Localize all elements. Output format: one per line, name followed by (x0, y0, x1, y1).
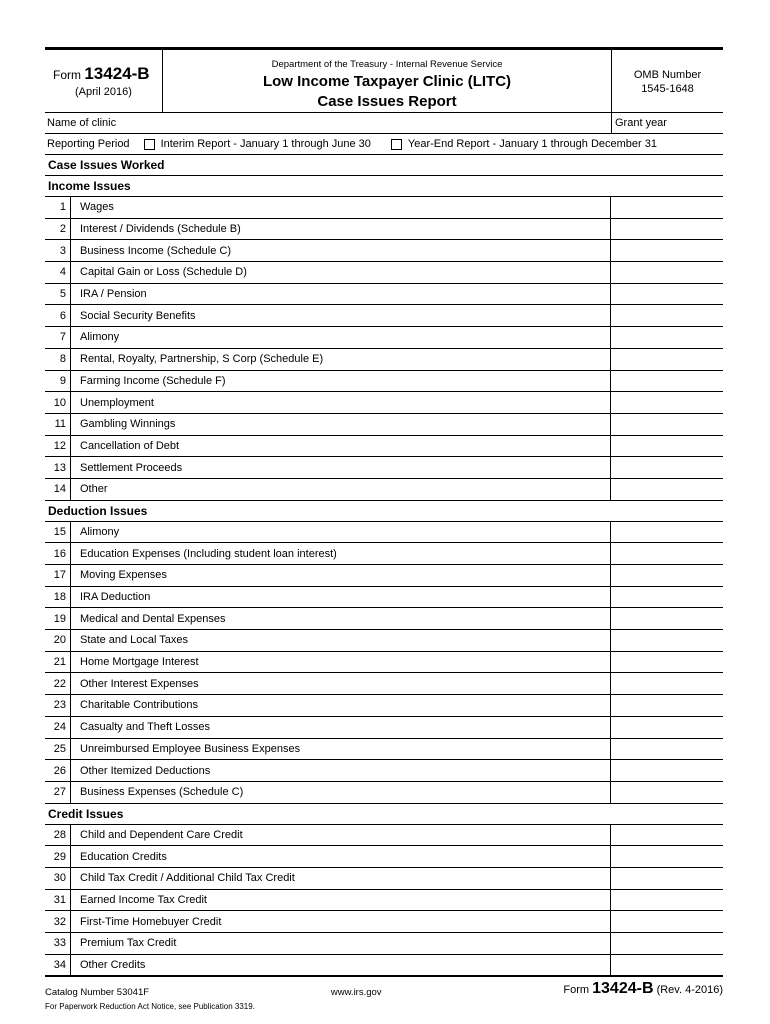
line-label: Earned Income Tax Credit (71, 890, 611, 911)
grant-year-field[interactable]: Grant year (611, 113, 723, 133)
line-label: Business Income (Schedule C) (71, 240, 611, 261)
year-end-report-checkbox[interactable] (391, 139, 402, 150)
line-label: Farming Income (Schedule F) (71, 371, 611, 392)
table-row (45, 522, 723, 544)
table-row (45, 262, 723, 284)
line-number: 7 (45, 327, 71, 348)
table-row (45, 825, 723, 847)
table-row (45, 955, 723, 977)
line-label: Casualty and Theft Losses (71, 717, 611, 738)
form-number: 13424-B (84, 64, 150, 83)
count-input-cell[interactable] (611, 652, 723, 673)
table-row (45, 284, 723, 306)
interim-report-checkbox[interactable] (144, 139, 155, 150)
table-row (45, 760, 723, 782)
count-input-cell[interactable] (611, 371, 723, 392)
line-number: 29 (45, 846, 71, 867)
table-row (45, 457, 723, 479)
line-number: 24 (45, 717, 71, 738)
line-label: Alimony (71, 522, 611, 543)
line-number: 20 (45, 630, 71, 651)
count-input-cell[interactable] (611, 630, 723, 651)
website-link[interactable]: www.irs.gov (330, 987, 382, 998)
line-label: State and Local Taxes (71, 630, 611, 651)
line-label: Home Mortgage Interest (71, 652, 611, 673)
table-row (45, 327, 723, 349)
table-row (45, 587, 723, 609)
count-input-cell[interactable] (611, 305, 723, 326)
count-input-cell[interactable] (611, 479, 723, 500)
line-number: 17 (45, 565, 71, 586)
count-input-cell[interactable] (611, 782, 723, 803)
count-input-cell[interactable] (611, 760, 723, 781)
interim-report-label: Interim Report - January 1 through June 30 (160, 138, 371, 150)
footer-form-word: Form (563, 984, 590, 996)
table-row (45, 197, 723, 219)
table-row (45, 349, 723, 371)
table-row (45, 305, 723, 327)
deduction-issues-heading: Deduction Issues (45, 501, 723, 522)
line-number: 27 (45, 782, 71, 803)
omb-label: OMB Number (633, 69, 702, 81)
count-input-cell[interactable] (611, 565, 723, 586)
count-input-cell[interactable] (611, 911, 723, 932)
form-subtitle: Case Issues Report (317, 93, 457, 110)
table-row (45, 630, 723, 652)
count-input-cell[interactable] (611, 955, 723, 976)
line-label: Other Interest Expenses (71, 673, 611, 694)
line-number: 6 (45, 305, 71, 326)
line-number: 26 (45, 760, 71, 781)
line-number: 18 (45, 587, 71, 608)
line-label: Medical and Dental Expenses (71, 608, 611, 629)
table-row (45, 479, 723, 501)
line-number: 13 (45, 457, 71, 478)
line-label: Wages (71, 197, 611, 218)
table-row (45, 608, 723, 630)
line-number: 19 (45, 608, 71, 629)
form-title: Low Income Taxpayer Clinic (LITC) (262, 73, 512, 90)
count-input-cell[interactable] (611, 717, 723, 738)
line-label: Other Itemized Deductions (71, 760, 611, 781)
line-number: 23 (45, 695, 71, 716)
count-input-cell[interactable] (611, 327, 723, 348)
table-row (45, 846, 723, 868)
line-label: Interest / Dividends (Schedule B) (71, 219, 611, 240)
line-label: Other Credits (71, 955, 611, 976)
reporting-period-row (45, 134, 723, 155)
count-input-cell[interactable] (611, 846, 723, 867)
line-number: 32 (45, 911, 71, 932)
table-row (45, 652, 723, 674)
footer-revision: (Rev. 4-2016) (656, 984, 723, 996)
line-number: 1 (45, 197, 71, 218)
table-row (45, 436, 723, 458)
line-label: Education Expenses (Including student loan interest) (71, 543, 611, 564)
catalog-number: Catalog Number 53041F (45, 987, 150, 998)
line-label: Rental, Royalty, Partnership, S Corp (Schedule E) (71, 349, 611, 370)
omb-box (611, 50, 723, 112)
line-label: IRA / Pension (71, 284, 611, 305)
form-footer (45, 975, 723, 1011)
line-label: Gambling Winnings (71, 414, 611, 435)
reporting-period-label: Reporting Period (47, 138, 130, 150)
count-input-cell[interactable] (611, 414, 723, 435)
department: Department of the Treasury - Internal Revenue Service (271, 59, 503, 70)
form-page (45, 47, 723, 976)
line-number: 21 (45, 652, 71, 673)
count-input-cell[interactable] (611, 673, 723, 694)
line-number: 34 (45, 955, 71, 976)
line-number: 22 (45, 673, 71, 694)
line-label: Alimony (71, 327, 611, 348)
line-number: 15 (45, 522, 71, 543)
table-row (45, 695, 723, 717)
line-number: 33 (45, 933, 71, 954)
line-number: 2 (45, 219, 71, 240)
deduction-issues-list (45, 522, 723, 804)
line-number: 30 (45, 868, 71, 889)
line-number: 3 (45, 240, 71, 261)
count-input-cell[interactable] (611, 695, 723, 716)
table-row (45, 782, 723, 804)
line-number: 25 (45, 739, 71, 760)
name-of-clinic-field[interactable]: Name of clinic (47, 117, 117, 129)
count-input-cell[interactable] (611, 825, 723, 846)
line-label: Child and Dependent Care Credit (71, 825, 611, 846)
table-row (45, 673, 723, 695)
line-label: First-Time Homebuyer Credit (71, 911, 611, 932)
line-label: Cancellation of Debt (71, 436, 611, 457)
line-label: Moving Expenses (71, 565, 611, 586)
count-input-cell[interactable] (611, 457, 723, 478)
line-number: 11 (45, 414, 71, 435)
count-input-cell[interactable] (611, 933, 723, 954)
omb-number: 1545-1648 (641, 83, 694, 95)
line-number: 8 (45, 349, 71, 370)
title-box (163, 50, 611, 112)
line-label: Unemployment (71, 392, 611, 413)
table-row (45, 933, 723, 955)
table-row (45, 890, 723, 912)
count-input-cell[interactable] (611, 868, 723, 889)
line-label: Business Expenses (Schedule C) (71, 782, 611, 803)
table-row (45, 371, 723, 393)
line-label: Child Tax Credit / Additional Child Tax Credit (71, 868, 611, 889)
count-input-cell[interactable] (611, 284, 723, 305)
count-input-cell[interactable] (611, 608, 723, 629)
table-row (45, 911, 723, 933)
line-label: Social Security Benefits (71, 305, 611, 326)
line-label: Other (71, 479, 611, 500)
clinic-row (45, 113, 723, 134)
count-input-cell[interactable] (611, 262, 723, 283)
count-input-cell[interactable] (611, 349, 723, 370)
table-row (45, 543, 723, 565)
count-input-cell[interactable] (611, 219, 723, 240)
line-number: 5 (45, 284, 71, 305)
table-row (45, 414, 723, 436)
table-row (45, 240, 723, 262)
line-number: 10 (45, 392, 71, 413)
table-row (45, 565, 723, 587)
count-input-cell[interactable] (611, 890, 723, 911)
line-label: IRA Deduction (71, 587, 611, 608)
count-input-cell[interactable] (611, 522, 723, 543)
case-issues-worked-heading: Case Issues Worked (45, 155, 723, 176)
line-number: 4 (45, 262, 71, 283)
count-input-cell[interactable] (611, 392, 723, 413)
year-end-report-label: Year-End Report - January 1 through December 31 (407, 138, 657, 150)
credit-issues-heading: Credit Issues (45, 804, 723, 825)
table-row (45, 739, 723, 761)
table-row (45, 717, 723, 739)
line-label: Unreimbursed Employee Business Expenses (71, 739, 611, 760)
table-row (45, 219, 723, 241)
income-issues-list (45, 197, 723, 501)
line-number: 9 (45, 371, 71, 392)
count-input-cell[interactable] (611, 436, 723, 457)
count-input-cell[interactable] (611, 739, 723, 760)
footer-form-number: 13424-B (592, 980, 654, 997)
line-label: Charitable Contributions (71, 695, 611, 716)
form-header (45, 47, 723, 113)
count-input-cell[interactable] (611, 240, 723, 261)
form-id-box (45, 50, 163, 112)
table-row (45, 868, 723, 890)
line-number: 31 (45, 890, 71, 911)
paperwork-notice: For Paperwork Reduction Act Notice, see Publication 3319. (45, 1002, 255, 1011)
form-date: (April 2016) (75, 86, 132, 98)
line-label: Premium Tax Credit (71, 933, 611, 954)
credit-issues-list (45, 825, 723, 977)
form-word: Form (53, 68, 81, 82)
line-label: Education Credits (71, 846, 611, 867)
line-number: 14 (45, 479, 71, 500)
line-number: 12 (45, 436, 71, 457)
table-row (45, 392, 723, 414)
income-issues-heading: Income Issues (45, 176, 723, 197)
line-number: 28 (45, 825, 71, 846)
count-input-cell[interactable] (611, 197, 723, 218)
line-number: 16 (45, 543, 71, 564)
count-input-cell[interactable] (611, 543, 723, 564)
line-label: Settlement Proceeds (71, 457, 611, 478)
count-input-cell[interactable] (611, 587, 723, 608)
line-label: Capital Gain or Loss (Schedule D) (71, 262, 611, 283)
